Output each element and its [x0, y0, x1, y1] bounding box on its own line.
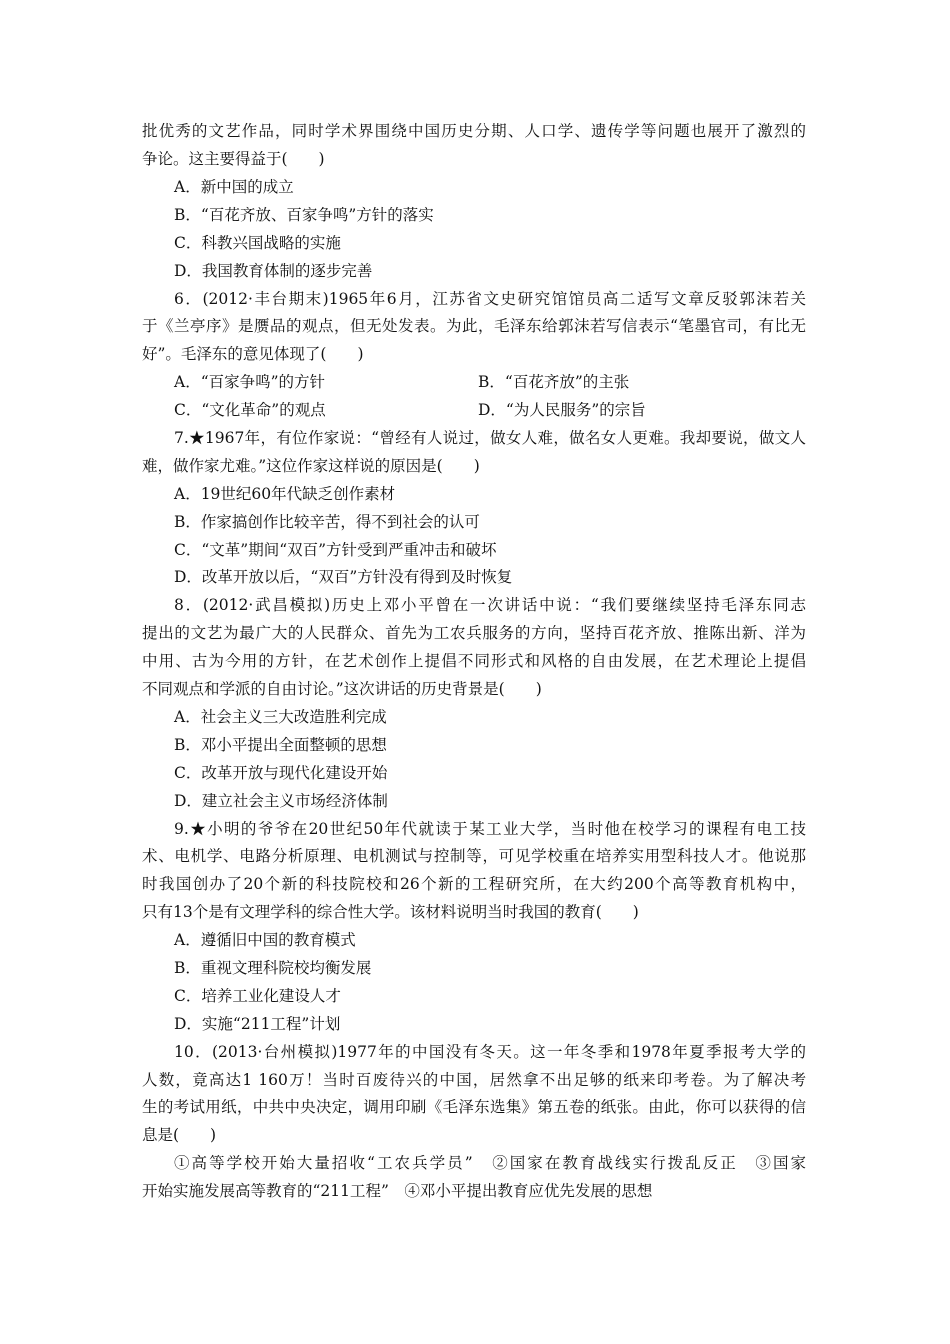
q7-option-a: A．19世纪60年代缺乏创作素材 — [174, 485, 396, 503]
q7-stem-line-1: 7.★1967年，有位作家说：“曾经有人说过，做女人难，做名女人更难。我却要说，做文人 — [174, 429, 806, 447]
q6-option-c: C．“文化革命”的观点 — [174, 401, 326, 419]
q8-option-a: A．社会主义三大改造胜利完成 — [174, 708, 387, 726]
q7-option-b: B．作家搞创作比较辛苦，得不到社会的认可 — [174, 513, 480, 531]
q9-option-a: A．遵循旧中国的教育模式 — [174, 931, 356, 949]
q5-option-c: C．科教兴国战略的实施 — [174, 234, 341, 252]
q6-stem-line-3: 好”。毛泽东的意见体现了( ) — [142, 345, 364, 363]
q9-stem-line-4: 只有13个是有文理学科的综合性大学。该材料说明当时我国的教育( ) — [142, 903, 639, 921]
q7-option-d: D．改革开放以后，“双百”方针没有得到及时恢复 — [174, 568, 513, 586]
q8-stem-line-2: 提出的文艺为最广大的人民群众、首先为工农兵服务的方向，坚持百花齐放、推陈出新、洋为 — [142, 624, 806, 642]
q5-option-d: D．我国教育体制的逐步完善 — [174, 262, 373, 280]
q6-stem-line-1: 6．(2012·丰台期末)1965年6月，江苏省文史研究馆馆员高二适写文章反驳郭沫若关 — [174, 290, 806, 308]
q7-option-c: C．“文革”期间“双百”方针受到严重冲击和破坏 — [174, 541, 497, 559]
q8-stem-line-1: 8．(2012·武昌模拟)历史上邓小平曾在一次讲话中说：“我们要继续坚持毛泽东同志 — [174, 596, 806, 614]
q9-option-c: C．培养工业化建设人才 — [174, 987, 341, 1005]
q10-stem-line-2: 人数，竟高达1 160万！当时百废待兴的中国，居然拿不出足够的纸来印考卷。为了解决考 — [142, 1071, 806, 1089]
q9-stem-line-2: 术、电机学、电路分析原理、电机测试与控制等，可见学校重在培养实用型科技人才。他说那 — [142, 847, 806, 865]
q6-option-b: B．“百花齐放”的主张 — [478, 373, 630, 391]
q9-option-b: B．重视文理科院校均衡发展 — [174, 959, 372, 977]
q9-stem-line-1: 9.★小明的爷爷在20世纪50年代就读于某工业大学，当时他在校学习的课程有电工技 — [174, 820, 806, 838]
q8-option-c: C．改革开放与现代化建设开始 — [174, 764, 388, 782]
q8-stem-line-4: 不同观点和学派的自由讨论。”这次讲话的历史背景是( ) — [142, 680, 542, 698]
q10-items-line-2: 开始实施发展高等教育的“211工程” ④邓小平提出教育应优先发展的思想 — [142, 1182, 653, 1200]
q10-stem-line-3: 生的考试用纸，中共中央决定，调用印刷《毛泽东选集》第五卷的纸张。由此，你可以获得的信 — [142, 1098, 806, 1116]
q10-items-line-1: ①高等学校开始大量招收“工农兵学员” ②国家在教育战线实行拨乱反正 ③国家 — [174, 1154, 806, 1172]
q5-option-b: B．“百花齐放、百家争鸣”方针的落实 — [174, 206, 434, 224]
q5-stem-line-1: 批优秀的文艺作品，同时学术界围绕中国历史分期、人口学、遗传学等问题也展开了激烈的 — [142, 122, 806, 140]
q8-stem-line-3: 中用、古为今用的方针，在艺术创作上提倡不同形式和风格的自由发展，在艺术理论上提倡 — [142, 652, 806, 670]
q8-option-d: D．建立社会主义市场经济体制 — [174, 792, 388, 810]
q9-stem-line-3: 时我国创办了20个新的科技院校和26个新的工程研究所，在大约200个高等教育机构中， — [142, 875, 806, 893]
q7-stem-line-2: 难，做作家尤难。”这位作家这样说的原因是( ) — [142, 457, 480, 475]
q8-option-b: B．邓小平提出全面整顿的思想 — [174, 736, 387, 754]
q5-stem-line-2: 争论。这主要得益于( ) — [142, 150, 325, 168]
q6-stem-line-2: 于《兰亭序》是赝品的观点，但无处发表。为此，毛泽东给郭沫若写信表示“笔墨官司，有比无 — [142, 317, 806, 335]
q6-option-a: A．“百家争鸣”的方针 — [174, 373, 326, 391]
q5-option-a: A．新中国的成立 — [174, 178, 294, 196]
q10-stem-line-4: 息是( ) — [142, 1126, 217, 1144]
q10-stem-line-1: 10．(2013·台州模拟)1977年的中国没有冬天。这一年冬季和1978年夏季报考大学的 — [174, 1043, 806, 1061]
q9-option-d: D．实施“211工程”计划 — [174, 1015, 341, 1033]
q6-option-d: D．“为人民服务”的宗旨 — [478, 401, 646, 419]
